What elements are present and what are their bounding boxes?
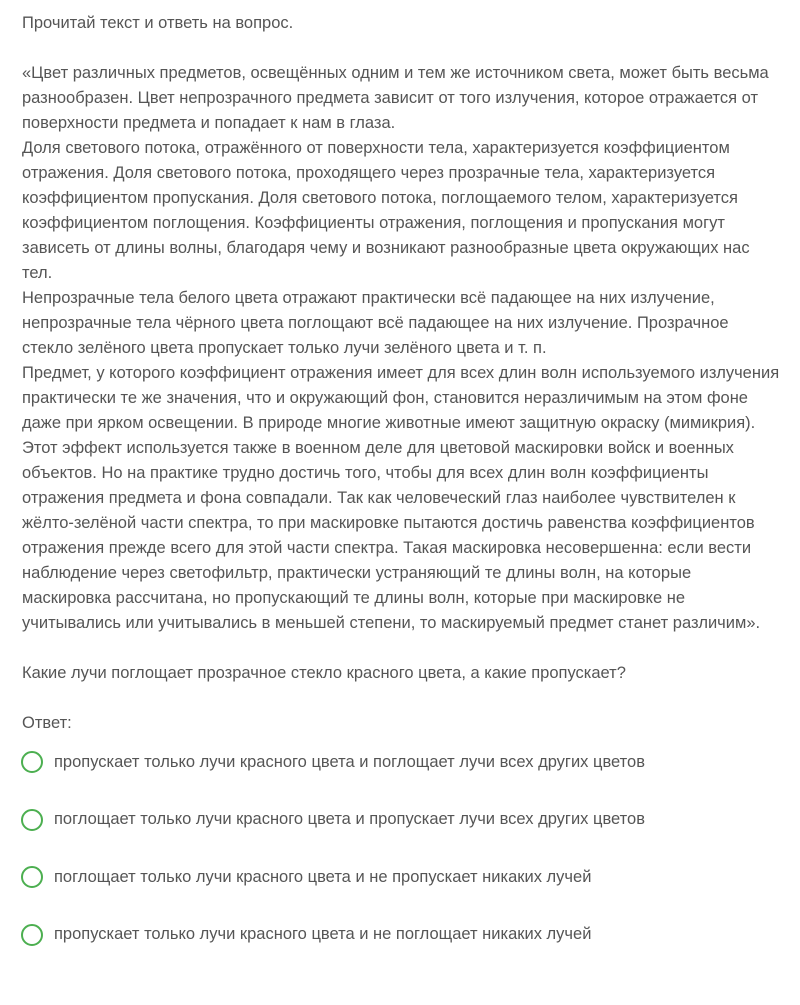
passage-paragraph: Этот эффект используется также в военном деле для цветовой маскировки войск и военных объектов. Но на практике трудно достичь того, чтобы для всех длин волн коэффициенты отражения предмета и фона совпадали. Так как человеческий глаз наиболее чувствителен к жёлто-зелёной части спектра, то при маскировке пытаются достичь равенства коэффициентов отражения прежде всего для этой части спектра. Такая маскировка несовершенна: если вести наблюдение через светофильтр, практически устраняющий те длины волн, на которые маскировка рассчитана, но пропускающий те длины волн, которые при маскировке не учитывались или учитывались в меньшей степени, то маскируемый предмет станет различим». <box>22 439 761 632</box>
answer-option-label[interactable]: поглощает только лучи красного цвета и не пропускает никаких лучей <box>54 867 592 886</box>
task-container <box>22 11 782 976</box>
radio-button-icon[interactable] <box>21 924 43 946</box>
passage-paragraph: Предмет, у которого коэффициент отражения имеет для всех длин волн используемого излучения практически те же значения, что и окружающий фон, становится неразличимым на этом фоне даже при ярком освещении. В природе многие животные имеют защитную окраску (мимикрия). <box>22 364 780 432</box>
answer-option-4[interactable] <box>22 919 782 951</box>
radio-button-icon[interactable] <box>21 809 43 831</box>
answer-option-1[interactable] <box>22 746 782 778</box>
question-text: Какие лучи поглощает прозрачное стекло красного цвета, а какие пропускает? <box>22 664 626 682</box>
answer-option-2[interactable] <box>22 804 782 836</box>
radio-button-icon[interactable] <box>21 751 43 773</box>
answer-option-3[interactable] <box>22 861 782 893</box>
task-instruction: Прочитай текст и ответь на вопрос. <box>22 14 294 32</box>
radio-button-icon[interactable] <box>21 866 43 888</box>
answer-option-label[interactable]: пропускает только лучи красного цвета и поглощает лучи всех других цветов <box>54 752 645 771</box>
answer-option-label[interactable]: пропускает только лучи красного цвета и не поглощает никаких лучей <box>54 925 592 943</box>
answer-options <box>22 746 782 951</box>
passage-paragraph: Непрозрачные тела белого цвета отражают практически всё падающее на них излучение, непрозрачные тела чёрного цвета поглощают всё падающее на них излучение. Прозрачное стекло зелёного цвета пропускает только лучи зелёного цвета и т. п. <box>22 289 729 357</box>
answer-option-label[interactable]: поглощает только лучи красного цвета и пропускает лучи всех других цветов <box>54 810 645 828</box>
answer-label: Ответ: <box>22 714 72 732</box>
passage-paragraph: «Цвет различных предметов, освещённых одним и тем же источником света, может быть весьма разнообразен. Цвет непрозрачного предмета зависит от того излучения, которое отражается от поверхности предмета и попадает к нам в глаза. <box>22 64 769 132</box>
reading-passage <box>22 61 782 636</box>
passage-paragraph: Доля светового потока, отражённого от поверхности тела, характеризуется коэффициентом отражения. Доля светового потока, проходящего через прозрачные тела, характеризуется коэффициентом пропускания. Доля светового потока, поглощаемого телом, характеризуется коэффициентом поглощения. Коэффициенты отражения, поглощения и пропускания могут зависеть от длины волны, благодаря чему и возникают разнообразные цвета окружающих нас тел. <box>22 139 750 282</box>
